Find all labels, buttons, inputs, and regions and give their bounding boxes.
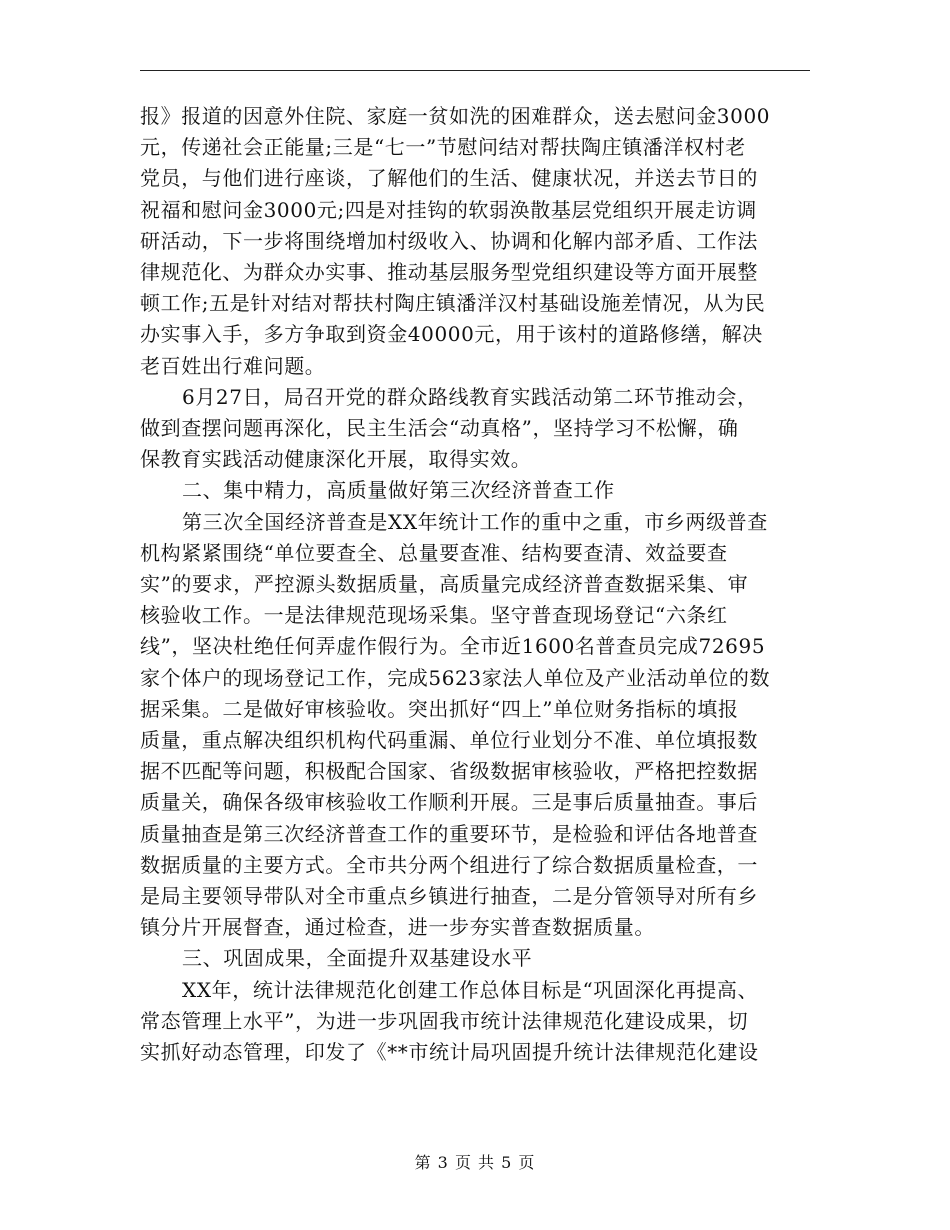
paragraph-june-27: 6月27日，局召开党的群众路线教育实践活动第二环节推动会， 做到查摆问题再深化，民主生活会“动真格”，坚持学习不松懈，确 保教育实践活动健康深化开展，取得实效。 xyxy=(140,384,758,472)
document-body xyxy=(140,101,800,1068)
section-heading-3: 三、巩固成果，全面提升双基建设水平 xyxy=(182,946,533,971)
page-footer: 第 3 页 共 5 页 xyxy=(414,1153,536,1172)
paragraph-legal-standardization: XX年，统计法律规范化创建工作总体目标是“巩固深化再提高、 常态管理上水平”，为进一步巩固我市统计法律规范化建设成果，切 实抓好动态管理，印发了《**市统计局巩固提升统计法律规范化建设 xyxy=(140,977,759,1065)
section-heading-2: 二、集中精力，高质量做好第三次经济普查工作 xyxy=(182,478,615,503)
paragraph-continued: 报》报道的因意外住院、家庭一贫如洗的困难群众，送去慰问金3000 元，传递社会正能量;三是“七一”节慰问结对帮扶陶庄镇潘洋权村老 党员，与他们进行座谈，了解他们的生活、健康状况，并送去节日的 祝福和慰问金3000元;四是对挂钩的软弱涣散基层党组织开展走访调 研活动，下一步将围绕增加村级收入、协调和化解内部矛盾、工作法 律规范化、为群众办实事、推动基层服务型党组织建设等方面开展整 顿工作;五是针对结对帮扶村陶庄镇潘洋汉村基础设施差情况，从为民 办实事入手，多方争取到资金40000元，用于该村的道路修缮，解决 老百姓出行难问题。 xyxy=(140,104,771,378)
paragraph-economic-census: 第三次全国经济普查是XX年统计工作的重中之重，市乡两级普查 机构紧紧围绕“单位要查全、总量要查准、结构要查清、效益要查 实”的要求，严控源头数据质量，高质量完成经济普查数据采集、审 核验收工作。一是法律规范现场采集。坚守普查现场登记“六条红 线”，坚决杜绝任何弄虚作假行为。全市近1600名普查员完成72695 家个体户的现场登记工作，完成5623家法人单位及产业活动单位的数 据采集。二是做好审核验收。突出抓好“四上”单位财务指标的填报 质量，重点解决组织机构代码重漏、单位行业划分不准、单位填报数 据不匹配等问题，积极配合国家、省级数据审核验收，严格把控数据 质量关，确保各级审核验收工作顺利开展。三是事后质量抽查。事后 质量抽查是第三次经济普查工作的重要环节，是检验和评估各地普查 数据质量的主要方式。全市共分两个组进行了综合数据质量检查，一 是局主要领导带队对全市重点乡镇进行抽查，二是分管领导对所有乡 镇分片开展督查，通过检查，进一步夯实普查数据质量。 xyxy=(140,509,771,940)
header-rule xyxy=(140,70,810,71)
